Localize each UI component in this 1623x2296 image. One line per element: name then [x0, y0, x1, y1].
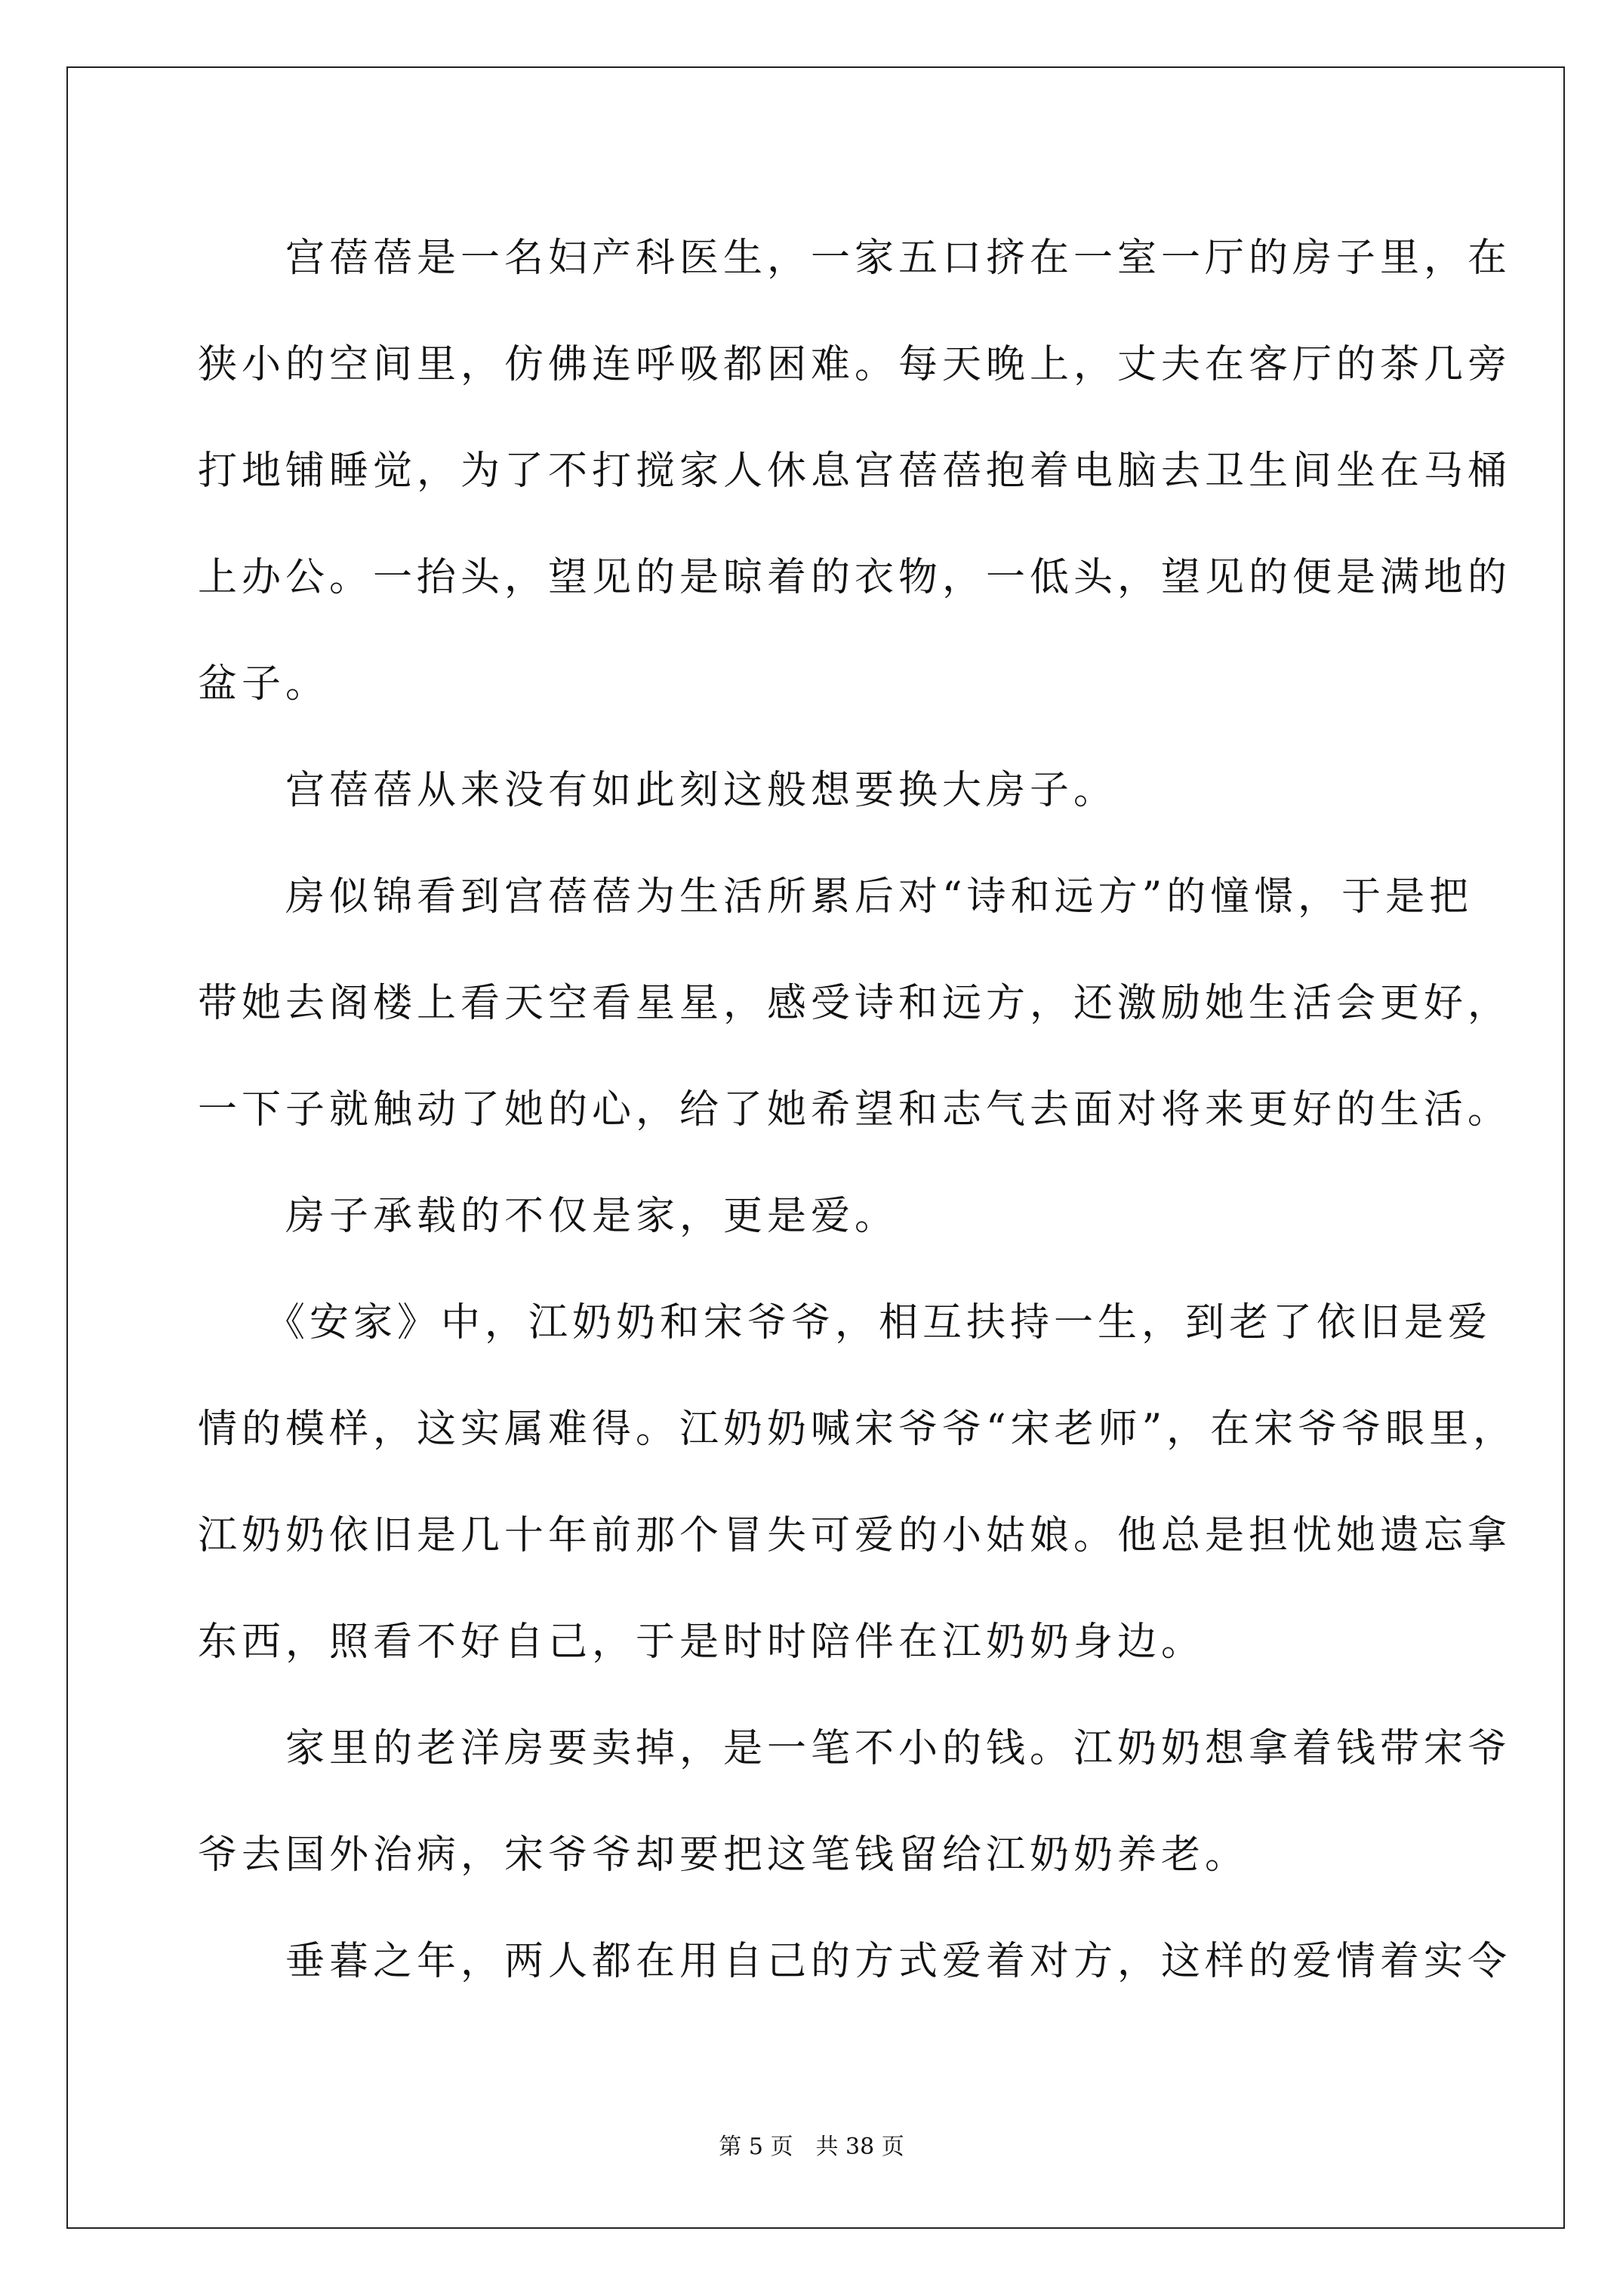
- text-line: 狭小的空间里，仿佛连呼吸都困难。每天晚上，丈夫在客厅的茶几旁: [198, 342, 1512, 387]
- text-line: 《安家》中，江奶奶和宋爷爷，相互扶持一生，到老了依旧是爱: [198, 1300, 1492, 1345]
- text-line: 情的模样，这实属难得。江奶奶喊宋爷爷“宋老师”，在宋爷爷眼里，: [198, 1407, 1517, 1452]
- text-line: 宫蓓蓓是一名妇产科医生，一家五口挤在一室一厅的房子里，在: [198, 236, 1512, 281]
- text-line: 江奶奶依旧是几十年前那个冒失可爱的小姑娘。他总是担忧她遗忘拿: [198, 1513, 1512, 1558]
- text-line: 带她去阁楼上看天空看星星，感受诗和远方，还激励她生活会更好，: [198, 981, 1512, 1026]
- text-line: 房似锦看到宫蓓蓓为生活所累后对“诗和远方”的憧憬，于是把: [198, 874, 1474, 920]
- text-line: 打地铺睡觉，为了不打搅家人休息宫蓓蓓抱着电脑去卫生间坐在马桶: [198, 448, 1512, 494]
- text-line: 东西，照看不好自己，于是时时陪伴在江奶奶身边。: [198, 1620, 1206, 1665]
- text-line: 上办公。一抬头，望见的是晾着的衣物，一低头，望见的便是满地的: [198, 555, 1512, 600]
- text-line: 房子承载的不仅是家，更是爱。: [198, 1194, 899, 1239]
- page-number-footer: 第 5 页 共 38 页: [719, 2134, 904, 2160]
- text-line: 垂暮之年，两人都在用自己的方式爱着对方，这样的爱情着实令: [198, 1939, 1512, 1984]
- text-line: 家里的老洋房要卖掉，是一笔不小的钱。江奶奶想拿着钱带宋爷: [198, 1726, 1512, 1771]
- text-line: 爷去国外治病，宋爷爷却要把这笔钱留给江奶奶养老。: [198, 1832, 1249, 1878]
- text-line: 盆子。: [198, 661, 330, 707]
- text-line: 一下子就触动了她的心，给了她希望和志气去面对将来更好的生活。: [198, 1087, 1512, 1133]
- text-line: 宫蓓蓓从来没有如此刻这般想要换大房子。: [198, 768, 1118, 813]
